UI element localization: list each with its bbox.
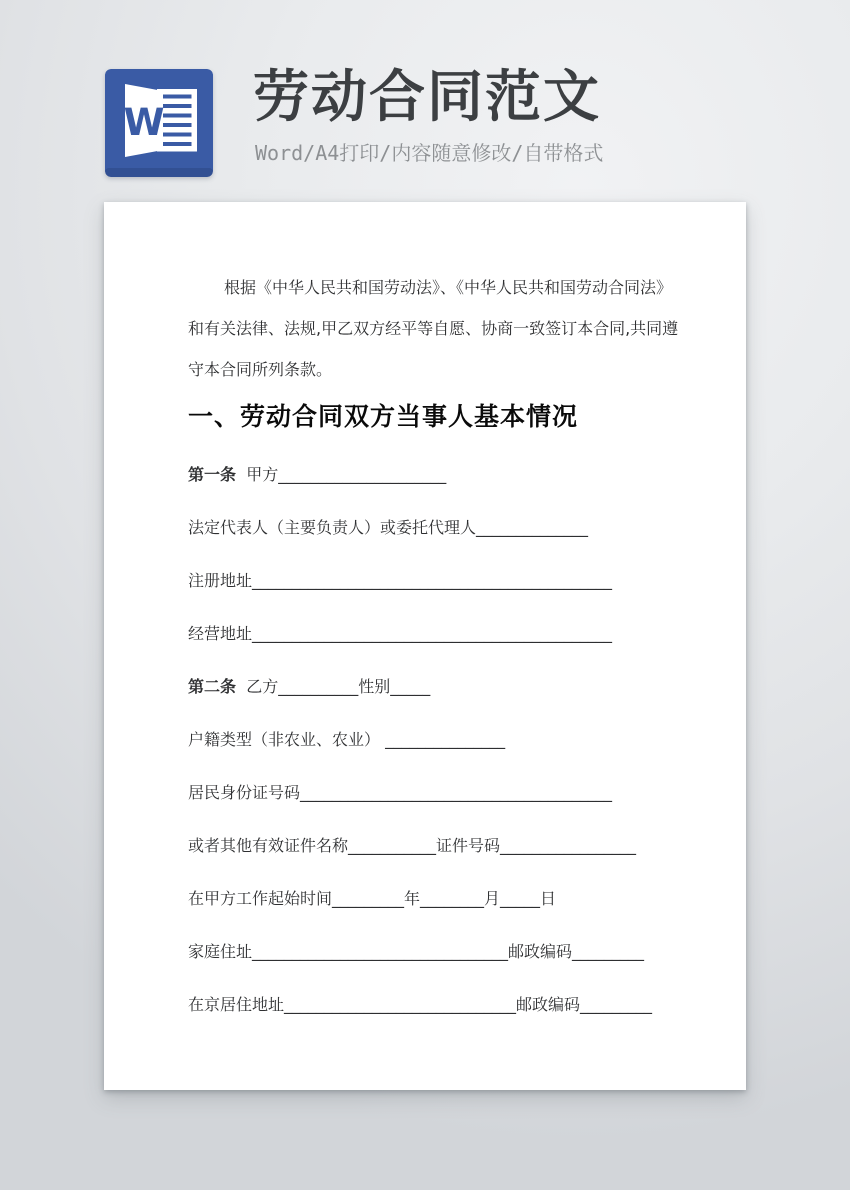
header: [105, 65, 604, 177]
form-line-party-b: [188, 677, 684, 697]
page-title: 劳动合同范文: [253, 65, 601, 130]
section-heading: 一、劳动合同双方当事人基本情况: [188, 402, 579, 431]
word-icon-shade: [105, 168, 213, 177]
form-line-text: 在京居住地址_____________________________邮政编码_________: [188, 995, 653, 1014]
form-line-beijing-address: [188, 995, 684, 1015]
form-line-text: 户籍类型（非农业、农业） _______________: [188, 730, 506, 749]
form-line-start-date: [188, 889, 684, 909]
word-icon: [105, 69, 213, 177]
form-line-text: 法定代表人（主要负责人）或委托代理人______________: [188, 518, 589, 537]
form-line-text: 在甲方工作起始时间_________年________月_____日: [188, 889, 557, 908]
document-page: [104, 202, 746, 1090]
form-line-text: 乙方__________性别_____: [236, 677, 431, 696]
page-subtitle: Word/A4打印/内容随意修改/自带格式: [255, 141, 604, 165]
form-line-id-number: [188, 783, 684, 803]
form-line-text: 甲方_____________________: [236, 465, 447, 484]
form-line-home-address: [188, 942, 684, 962]
form-line-text: 家庭住址________________________________邮政编码_________: [188, 942, 645, 961]
form-line-text: 居民身份证号码_______________________________________: [188, 783, 613, 802]
clause-number: 第二条: [188, 677, 237, 696]
form-line-business-address: [188, 624, 684, 644]
form-line-household-type: [188, 730, 684, 750]
form-line-text: 注册地址_____________________________________________: [188, 571, 613, 590]
form-line-text: 经营地址_____________________________________________: [188, 624, 613, 643]
form-line-text: 或者其他有效证件名称___________证件号码_________________: [188, 836, 637, 855]
intro-paragraph: 根据《中华人民共和国劳动法》、《中华人民共和国劳动合同法》和有关法律、法规,甲乙双方经平等自愿、协商一致签订本合同,共同遵守本合同所列条款。: [188, 278, 679, 379]
header-text: [253, 65, 604, 165]
form-line-registered-address: [188, 571, 684, 591]
form-line-party-a: [188, 465, 684, 485]
form-line-other-certificate: [188, 836, 684, 856]
form-line-legal-representative: [188, 518, 684, 538]
clause-number: 第一条: [188, 465, 237, 484]
word-letter: W: [123, 101, 165, 144]
